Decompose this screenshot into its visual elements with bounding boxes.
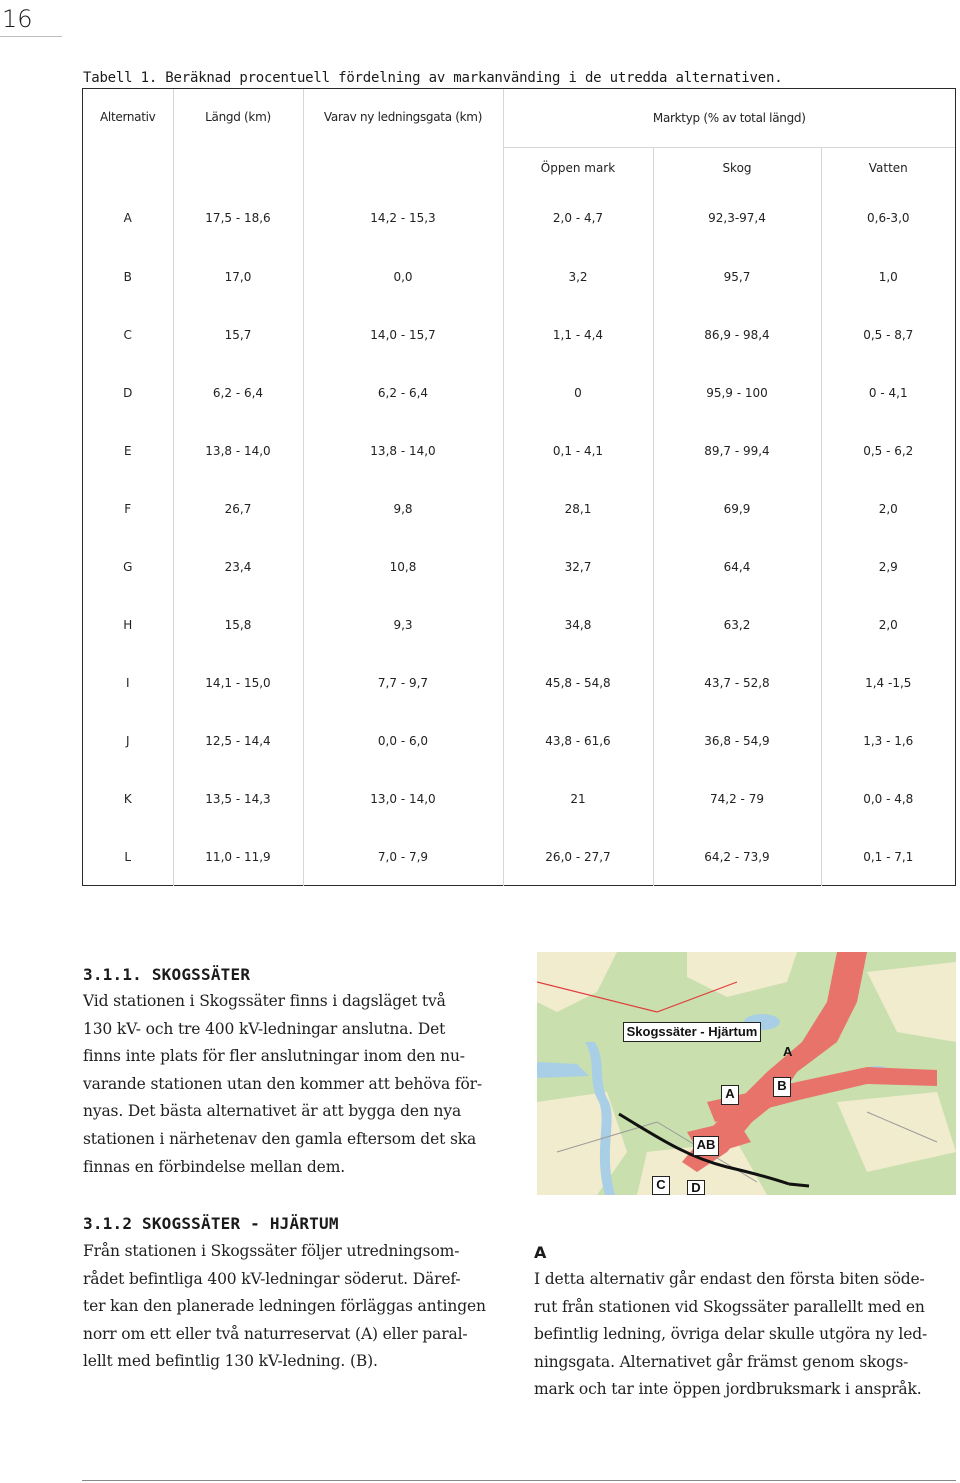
section-311-body <box>83 988 513 1181</box>
route-map <box>537 952 956 1195</box>
header-langd: Längd (km) <box>173 89 303 188</box>
text-line: norr om ett eller två naturreservat (A) eller paral- <box>83 1324 468 1343</box>
table-cell: 2,0 - 4,7 <box>503 188 653 248</box>
table-cell: 15,7 <box>173 306 303 364</box>
header-marktyp: Marktyp (% av total längd) <box>503 89 955 148</box>
table-cell: 69,9 <box>653 480 821 538</box>
table-caption: Tabell 1. Beräknad procentuell fördelning av markanvänding i de utredda alternativen. <box>83 70 783 86</box>
text-line: varande stationen utan den kommer att behöva för- <box>83 1074 482 1093</box>
alternative-a-body <box>534 1266 956 1404</box>
table-cell: 0,1 - 4,1 <box>503 422 653 480</box>
table-cell: 43,8 - 61,6 <box>503 712 653 770</box>
table-row <box>83 422 955 480</box>
text-line: nyas. Det bästa alternativet är att bygga den nya <box>83 1102 462 1121</box>
text-line: Från stationen i Skogssäter följer utredningsom- <box>83 1242 460 1260</box>
alternative-a-heading: A <box>534 1243 547 1262</box>
text-line: ningsgata. Alternativet går främst genom skogs- <box>534 1352 909 1371</box>
text-line: finnas en förbindelse mellan dem. <box>83 1157 346 1176</box>
page-number-divider <box>0 36 62 37</box>
text-line: 130 kV- och tre 400 kV-ledningar anslutna. Det <box>83 1019 446 1038</box>
table-cell: 0,0 <box>303 248 503 306</box>
table-cell: 28,1 <box>503 480 653 538</box>
row-alternative-cell: L <box>124 850 132 864</box>
land-use-table <box>82 88 956 886</box>
map-label-c: C <box>652 1176 670 1195</box>
table-cell: 17,5 - 18,6 <box>173 188 303 248</box>
table-cell: 0,5 - 6,2 <box>821 422 955 480</box>
table-cell: 23,4 <box>173 538 303 596</box>
table-cell: 2,0 <box>821 596 955 654</box>
table-cell: 89,7 - 99,4 <box>653 422 821 480</box>
table-cell: 0,5 - 8,7 <box>821 306 955 364</box>
table-cell: 0 <box>503 364 653 422</box>
table-cell: 1,3 - 1,6 <box>821 712 955 770</box>
table-cell: 13,0 - 14,0 <box>303 770 503 828</box>
text-line: ter kan den planerade ledningen förläggas antingen <box>83 1297 486 1316</box>
table-cell: 45,8 - 54,8 <box>503 654 653 712</box>
table-cell: 64,2 - 73,9 <box>653 828 821 886</box>
table-cell: 1,4 -1,5 <box>821 654 955 712</box>
map-title: Skogssäter - Hjärtum <box>623 1022 761 1042</box>
map-label-a-top: A <box>783 1044 793 1059</box>
table-row <box>83 712 955 770</box>
row-alternative-cell: F <box>124 502 132 516</box>
text-line: befintlig ledning, övriga delar skulle utgöra ny led- <box>534 1325 928 1344</box>
row-alternative-cell: D <box>123 386 133 400</box>
header-oppen-mark: Öppen mark <box>503 148 653 189</box>
table-row <box>83 306 955 364</box>
table-cell: 92,3-97,4 <box>653 188 821 248</box>
table-cell: 14,1 - 15,0 <box>173 654 303 712</box>
table-cell: 95,9 - 100 <box>653 364 821 422</box>
row-alternative-cell: J <box>125 734 130 748</box>
row-alternative-cell: B <box>123 270 132 284</box>
text-line: I detta alternativ går endast den första biten söde- <box>534 1270 925 1288</box>
table-cell: 32,7 <box>503 538 653 596</box>
table-row <box>83 538 955 596</box>
footer-rule <box>82 1480 956 1481</box>
header-alternativ: Alternativ <box>100 110 156 124</box>
table-row <box>83 596 955 654</box>
table-cell: 9,3 <box>303 596 503 654</box>
table-cell: 6,2 - 6,4 <box>173 364 303 422</box>
table-cell: 9,8 <box>303 480 503 538</box>
table-row <box>83 770 955 828</box>
map-label-d: D <box>687 1180 705 1195</box>
table-row <box>83 480 955 538</box>
section-312-body <box>83 1238 513 1376</box>
table-cell: 34,8 <box>503 596 653 654</box>
text-line: rådet befintliga 400 kV-ledningar söderut. Däref- <box>83 1269 461 1288</box>
text-line: Vid stationen i Skogssäter finns i dagsläget två <box>83 992 446 1010</box>
map-background <box>537 952 956 1195</box>
table-cell: 0,1 - 7,1 <box>821 828 955 886</box>
header-skog: Skog <box>653 148 821 189</box>
table-cell: 13,8 - 14,0 <box>303 422 503 480</box>
section-312-heading: 3.1.2 SKOGSSÄTER - HJÄRTUM <box>83 1214 339 1233</box>
table-cell: 10,8 <box>303 538 503 596</box>
table-cell: 15,8 <box>173 596 303 654</box>
table-cell: 2,9 <box>821 538 955 596</box>
table-cell: 6,2 - 6,4 <box>303 364 503 422</box>
table-cell: 13,5 - 14,3 <box>173 770 303 828</box>
header-varav: Varav ny ledningsgata (km) <box>303 89 503 188</box>
table-row <box>83 248 955 306</box>
table-cell: 2,0 <box>821 480 955 538</box>
page-number: 16 <box>2 5 33 33</box>
text-line: finns inte plats för fler anslutningar inom den nu- <box>83 1047 465 1066</box>
map-label-a: A <box>721 1085 739 1105</box>
table-row <box>83 364 955 422</box>
land-use-table-grid <box>83 89 955 886</box>
row-alternative-cell: C <box>123 328 132 342</box>
table-cell: 7,0 - 7,9 <box>303 828 503 886</box>
row-alternative-cell: I <box>125 676 130 690</box>
table-cell: 1,1 - 4,4 <box>503 306 653 364</box>
table-cell: 3,2 <box>503 248 653 306</box>
table-cell: 74,2 - 79 <box>653 770 821 828</box>
map-label-b: B <box>773 1077 791 1097</box>
table-cell: 63,2 <box>653 596 821 654</box>
table-cell: 0,0 - 6,0 <box>303 712 503 770</box>
table-cell: 43,7 - 52,8 <box>653 654 821 712</box>
table-cell: 95,7 <box>653 248 821 306</box>
row-alternative-cell: A <box>123 211 132 225</box>
table-cell: 0 - 4,1 <box>821 364 955 422</box>
text-line: stationen i närhetenav den gamla eftersom det ska <box>83 1129 477 1148</box>
table-cell: 14,0 - 15,7 <box>303 306 503 364</box>
table-cell: 64,4 <box>653 538 821 596</box>
table-cell: 86,9 - 98,4 <box>653 306 821 364</box>
text-line: mark och tar inte öppen jordbruksmark i anspråk. <box>534 1380 922 1399</box>
map-label-ab: AB <box>693 1136 719 1156</box>
table-cell: 26,0 - 27,7 <box>503 828 653 886</box>
table-row <box>83 654 955 712</box>
table-cell: 11,0 - 11,9 <box>173 828 303 886</box>
table-row <box>83 828 955 886</box>
table-cell: 14,2 - 15,3 <box>303 188 503 248</box>
table-cell: 1,0 <box>821 248 955 306</box>
table-cell: 36,8 - 54,9 <box>653 712 821 770</box>
table-cell: 21 <box>503 770 653 828</box>
table-cell: 17,0 <box>173 248 303 306</box>
table-cell: 7,7 - 9,7 <box>303 654 503 712</box>
table-cell: 0,0 - 4,8 <box>821 770 955 828</box>
text-line: rut från stationen vid Skogssäter parallellt med en <box>534 1297 925 1316</box>
text-line: lellt med befintlig 130 kV-ledning. (B). <box>83 1352 378 1371</box>
row-alternative-cell: G <box>123 560 133 574</box>
header-vatten: Vatten <box>821 148 955 189</box>
table-cell: 0,6-3,0 <box>821 188 955 248</box>
row-alternative-cell: K <box>123 792 132 806</box>
table-cell: 12,5 - 14,4 <box>173 712 303 770</box>
row-alternative-cell: E <box>123 444 132 458</box>
table-cell: 13,8 - 14,0 <box>173 422 303 480</box>
section-311-heading: 3.1.1. SKOGSSÄTER <box>83 965 251 984</box>
table-row <box>83 188 955 248</box>
row-alternative-cell: H <box>123 618 133 632</box>
table-cell: 26,7 <box>173 480 303 538</box>
